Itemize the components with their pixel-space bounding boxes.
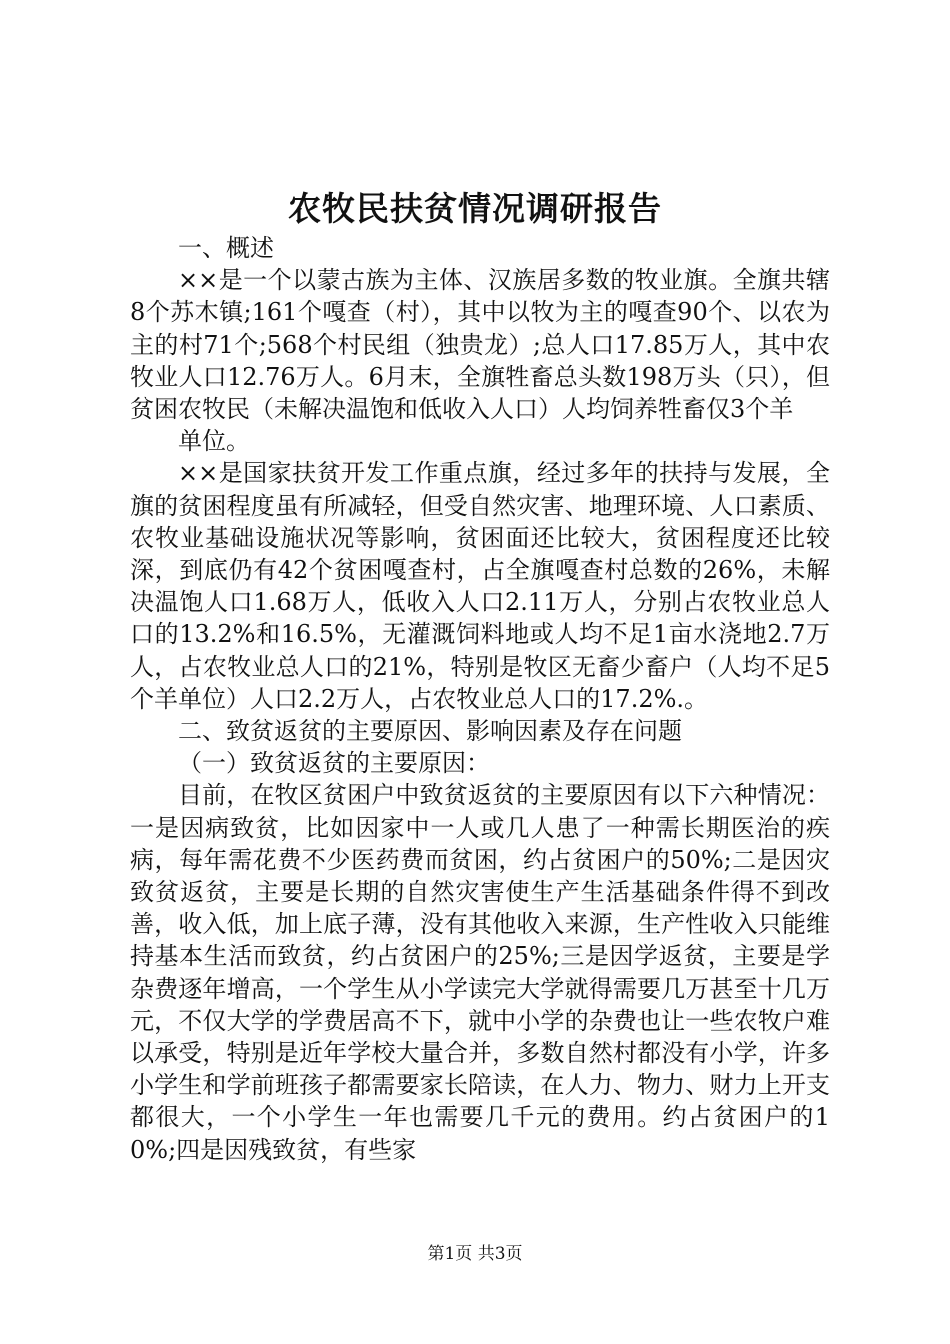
document-body bbox=[130, 232, 830, 1166]
section-heading-causes: 二、致贫返贫的主要原因、影响因素及存在问题 bbox=[178, 717, 682, 746]
paragraph-main-causes: 目前，在牧区贫困户中致贫返贫的主要原因有以下六种情况：一是因病致贫，比如因家中一人或几人患了一种需长期医治的疾病，每年需花费不少医药费而贫困，约占贫困户的50%;二是因灾致贫返贫，主要是长期的自然灾害使生产生活基础条件得不到改善，收入低，加上底子薄，没有其他收入来源，生产性收入只能维持基本生活而致贫，约占贫困户的25%;三是因学返贫，主要是学杂费逐年增高，一个学生从小学读完大学就得需要几万甚至十几万元，不仅大学的学费居高不下，就中小学的杂费也让一些农牧户难以承受，特别是近年学校大量合并，多数自然村都没有小学，许多小学生和学前班孩子都需要家长陪读，在人力、物力、财力上开支都很大，一个小学生一年也需要几千元的费用。约占贫困户的10%;四是因残致贫，有些家 bbox=[130, 781, 830, 1164]
paragraph-poverty-status: ××是国家扶贫开发工作重点旗，经过多年的扶持与发展，全旗的贫困程度虽有所减轻，但受自然灾害、地理环境、人口素质、农牧业基础设施状况等影响，贫困面还比较大，贫困程度还比较深，到底仍有42个贫困嘎查村，占全旗嘎查村总数的26%，未解决温饱人口1.68万人，低收入人口2.11万人，分别占农牧业总人口的13.2%和16.5%，无灌溉饲料地或人均不足1亩水浇地2.7万人，占农牧业总人口的21%，特别是牧区无畜少畜户（人均不足5个羊单位）人口2.2万人，占农牧业总人口的17.2%.。 bbox=[130, 459, 830, 713]
section-heading-overview: 一、概述 bbox=[178, 234, 274, 262]
page-number-footer: 第1页 共3页 bbox=[427, 1244, 523, 1264]
document-title: 农牧民扶贫情况调研报告 bbox=[288, 189, 662, 228]
paragraph-overview-population: ××是一个以蒙古族为主体、汉族居多数的牧业旗。全旗共辖8个苏木镇;161个嘎查（村），其中以牧为主的嘎查90个、以农为主的村71个;568个村民组（独贵龙）;总人口17.85万人，其中农牧业人口12.76万人。6月末，全旗牲畜总头数198万头（只），但贫困农牧民（未解决温饱和低收入人口）人均饲养牲畜仅3个羊 bbox=[130, 266, 830, 424]
subsection-heading-main-causes: （一）致贫返贫的主要原因： bbox=[178, 749, 490, 778]
paragraph-continuation: 单位。 bbox=[178, 427, 250, 456]
